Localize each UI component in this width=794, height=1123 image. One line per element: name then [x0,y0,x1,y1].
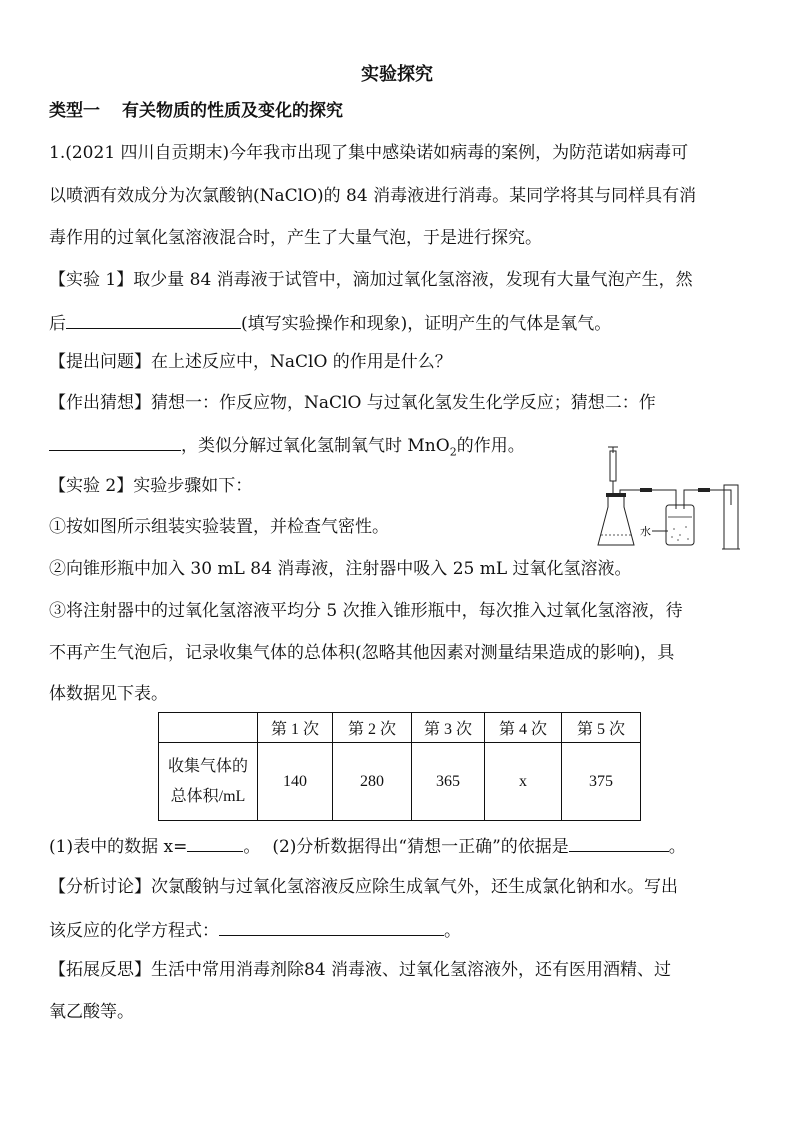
reflection-line-1 [49,960,671,980]
exp1-line-1 [49,270,693,290]
question-line-2: 以喷洒有效成分为次氯酸钠(NaClO)的 84 消毒液进行消毒。某同学将其与同样具有消 [49,186,697,206]
question-raise-text: 在上述反应中，NaClO 的作用是什么？ [151,352,452,372]
exp1-answer-blank[interactable] [66,312,241,329]
subq-2-end: 。 [668,837,686,857]
table-header-cell: 第 4 次 [485,713,562,743]
hypothesis-text-2: ，类似分解过氧化氢制氧气时 MnO [181,436,450,456]
subquestions-line [49,835,686,857]
exp1-text-2a: 后 [49,314,66,334]
question-raise-tag: 【提出问题】 [49,352,151,372]
exp2-step-3a: ③将注射器中的过氧化氢溶液平均分 5 次推入锥形瓶中，每次推入过氧化氢溶液，待 [49,601,683,621]
page-title: 实验探究 [361,64,433,85]
question-number: 1. [49,143,66,163]
section-heading [49,101,343,121]
section-name: 有关物质的性质及变化的探究 [122,101,343,121]
hypothesis-text-3: 的作用。 [456,436,525,456]
reflection-text-1: 生活中常用消毒剂除84 消毒液、过氧化氢溶液外，还有医用酒精、过 [151,960,672,980]
exp2-tag: 【实验 2】 [49,476,134,496]
table-header-cell: 第 3 次 [412,713,485,743]
table-header-row [159,713,641,743]
exp1-text-2b: (填写实验操作和现象)，证明产生的气体是氧气。 [241,314,612,334]
discussion-tag: 【分析讨论】 [49,877,151,897]
exp2-step-3c: 体数据见下表。 [49,684,168,704]
table-row [159,743,641,821]
subq-1-end: 。 [243,837,261,857]
table-cell: 280 [333,743,412,821]
question-raise-line [49,352,452,372]
table-cell: 365 [412,743,485,821]
table-row-label [159,743,258,821]
mno2-subscript: 2 [449,445,457,459]
discussion-line-1 [49,877,678,897]
discussion-text-1: 次氯酸钠与过氧化氢溶液反应除生成氧气外，还生成氯化钠和水。写出 [151,877,678,897]
gas-bottle-icon [666,505,694,545]
table-header-cell: 第 1 次 [258,713,333,743]
exp1-line-2 [49,312,611,334]
section-label: 类型一 [49,101,100,121]
hypothesis-text-1: 猜想一：作反应物，NaClO 与过氧化氢发生化学反应；猜想二：作 [151,393,656,413]
hypothesis-answer-blank[interactable] [49,434,181,451]
apparatus-diagram [596,445,746,555]
exp2-line-intro [49,476,252,496]
subq-1-text: (1)表中的数据 x= [49,837,188,857]
exp2-intro: 实验步骤如下： [133,476,253,496]
syringe-icon [610,451,616,481]
hypothesis-line-2 [49,434,525,462]
water-label: 水 [640,525,651,538]
question-line-3: 毒作用的过氧化氢溶液混合时，产生了大量气泡，于是进行探究。 [49,228,542,248]
table-cell: 140 [258,743,333,821]
question-intro-1: 今年我市出现了集中感染诺如病毒的案例，为防范诺如病毒可 [229,143,689,163]
data-table [158,712,641,821]
hypothesis-line-1 [49,393,656,413]
table-cell: x [485,743,562,821]
discussion-text-2b: 。 [444,921,461,941]
discussion-text-2a: 该反应的化学方程式： [49,921,219,941]
table-header-cell: 第 5 次 [562,713,641,743]
reflection-line-2: 氧乙酸等。 [49,1002,134,1022]
exp1-text-1: 取少量 84 消毒液于试管中，滴加过氧化氢溶液，发现有大量气泡产生，然 [133,270,693,290]
exp1-tag: 【实验 1】 [49,270,134,290]
exp2-step-1: ①按如图所示组装实验装置，并检查气密性。 [49,517,389,537]
table-row-label-1: 收集气体的 [167,757,248,775]
table-row-label-2: 总体积/mL [170,787,246,805]
question-line-1 [49,143,688,163]
equation-blank[interactable] [219,919,444,936]
subq-2-text: (2)分析数据得出“猜想一正确”的依据是 [272,837,569,857]
subq-2-blank[interactable] [569,835,669,852]
reflection-tag: 【拓展反思】 [49,960,151,980]
table-corner-cell [159,713,258,743]
exp2-step-2: ②向锥形瓶中加入 30 mL 84 消毒液，注射器中吸入 25 mL 过氧化氢溶液。 [49,559,632,579]
exp2-step-3b: 不再产生气泡后，记录收集气体的总体积(忽略其他因素对测量结果造成的影响)，具 [49,643,675,663]
hypothesis-tag: 【作出猜想】 [49,393,151,413]
subq-1-blank[interactable] [187,835,243,852]
question-source: (2021 四川自贡期末) [65,143,230,163]
table-cell: 375 [562,743,641,821]
discussion-line-2 [49,919,461,941]
conical-flask-icon [598,495,634,545]
table-header-cell: 第 2 次 [333,713,412,743]
